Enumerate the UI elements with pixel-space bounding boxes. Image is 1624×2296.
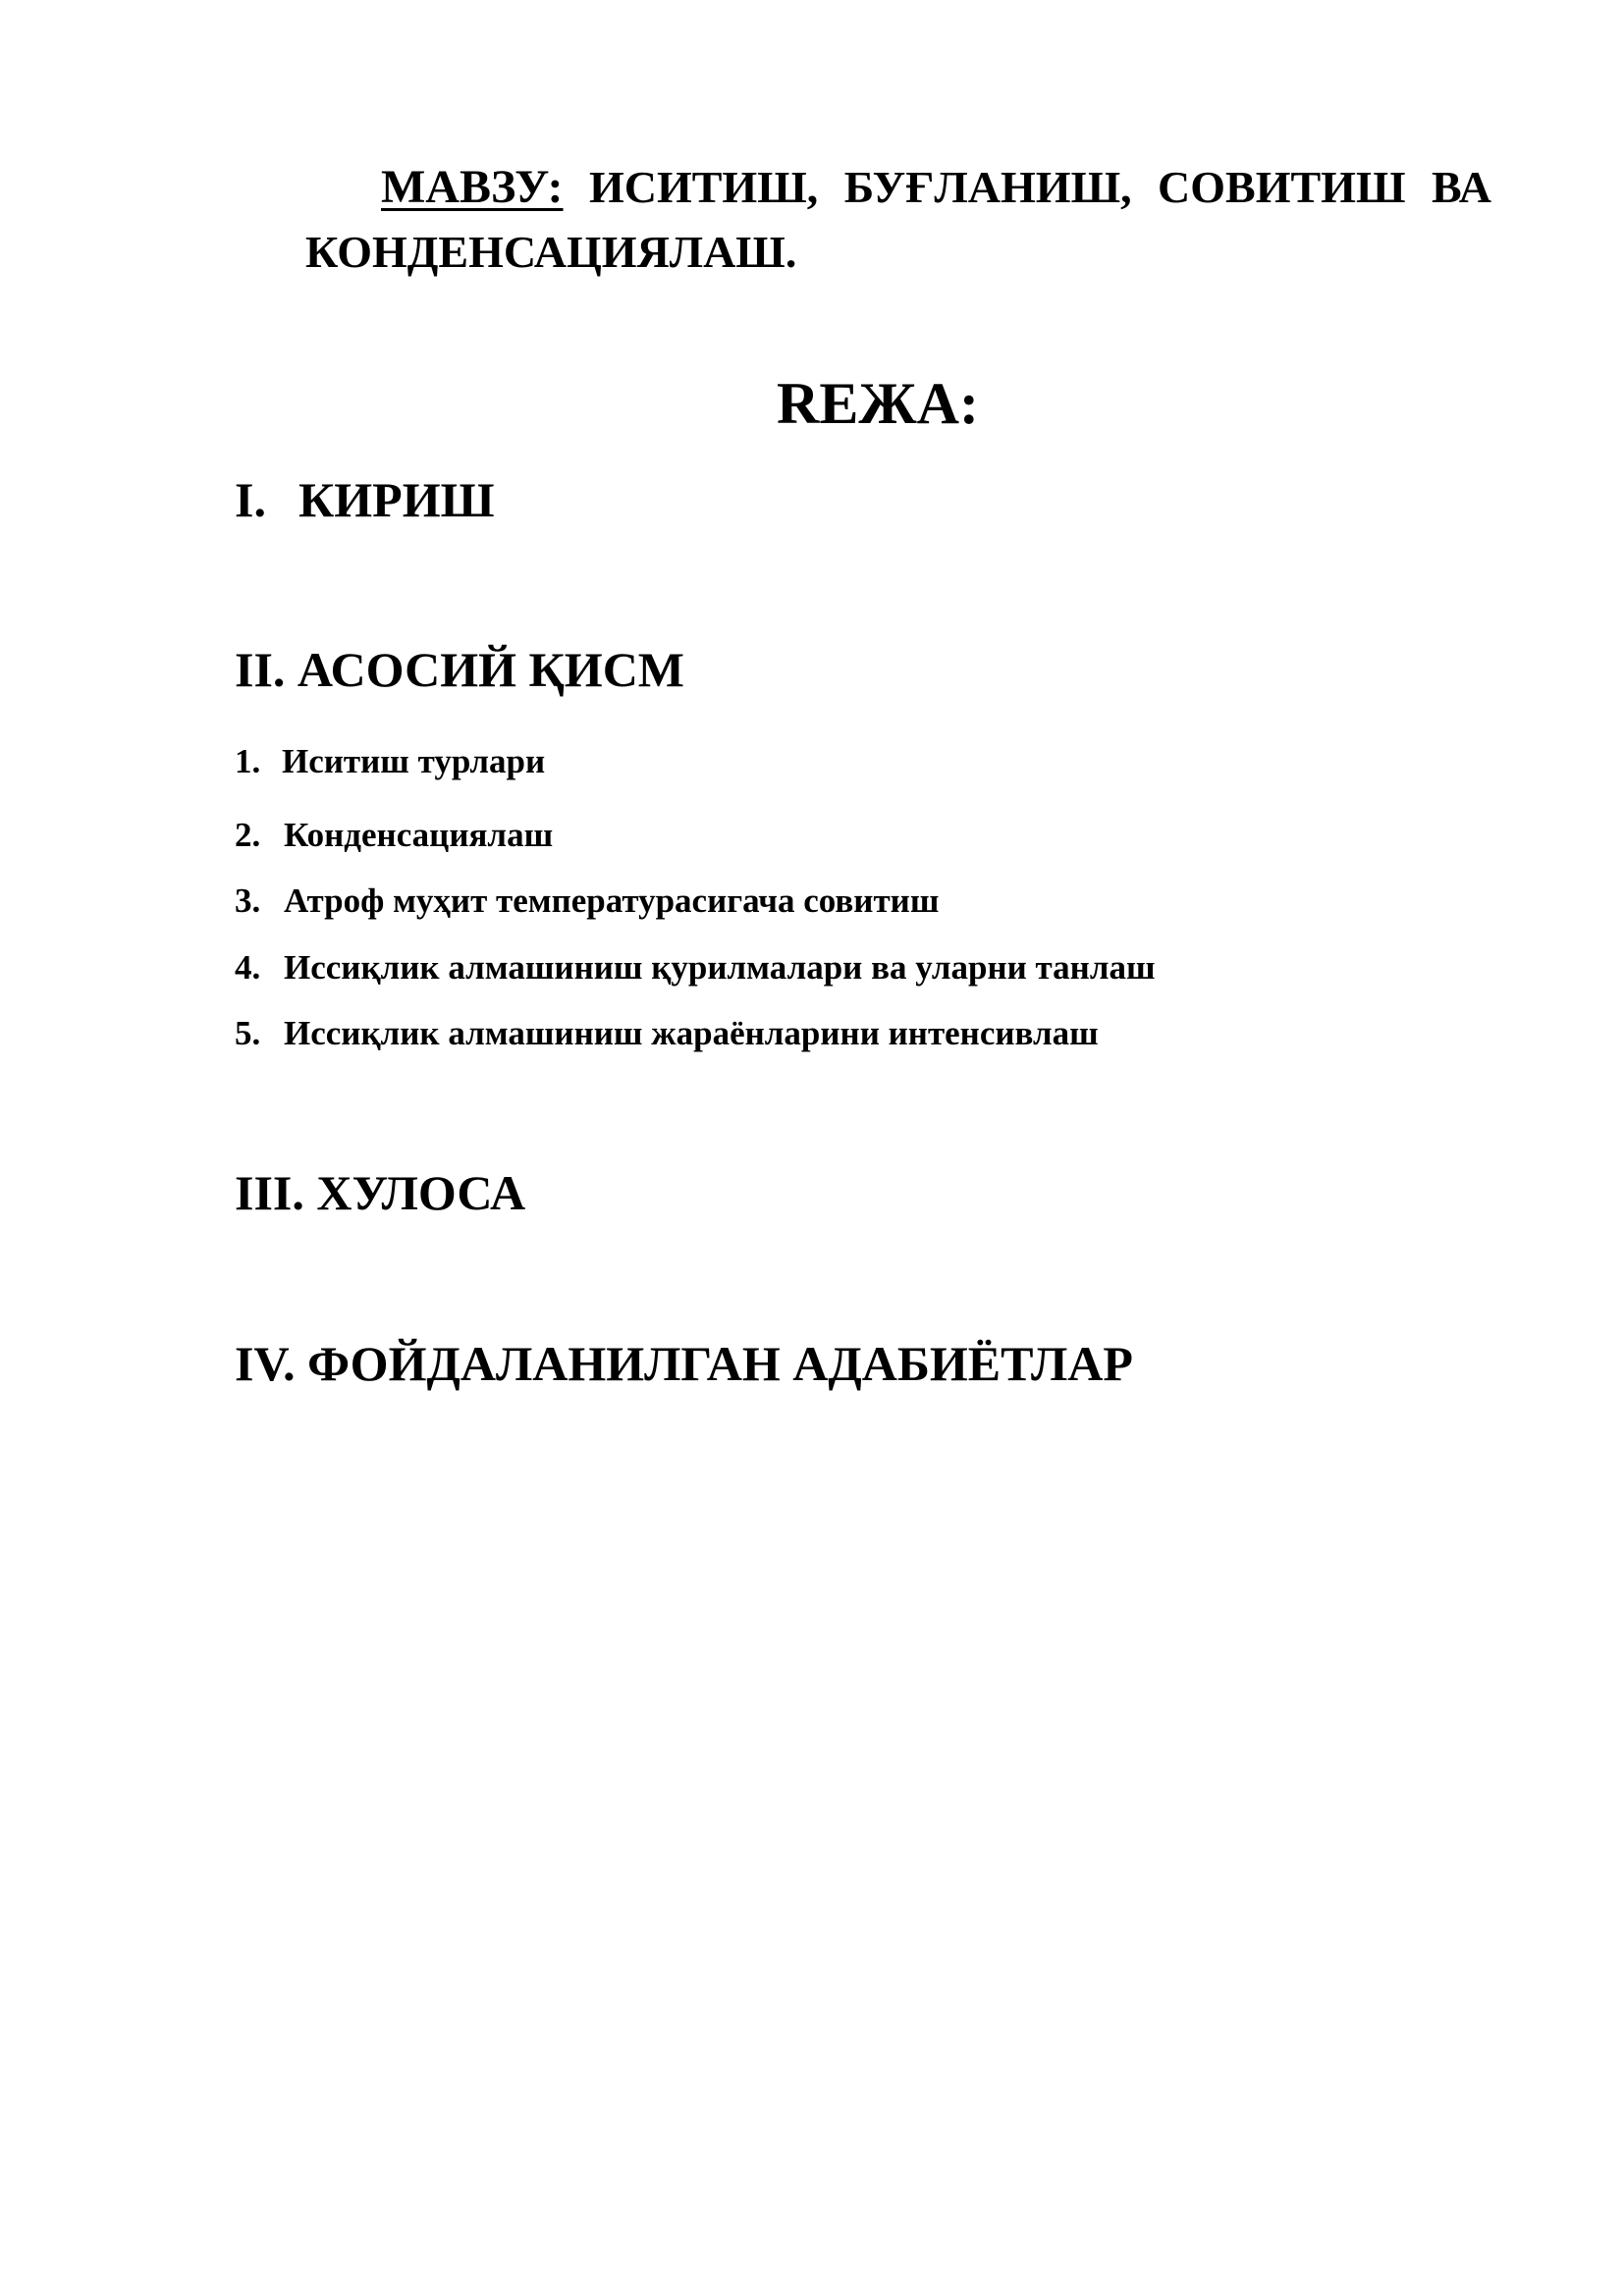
list-item-text: Иссиқлик алмашиниш қурилмалари ва уларни танлаш — [284, 948, 1156, 987]
list-item — [235, 880, 939, 923]
list-item-text: Иссиқлик алмашиниш жараёнларини интенсивлаш — [284, 1014, 1099, 1052]
topic-line-1 — [305, 155, 1491, 220]
list-item-number: 5. — [235, 1014, 261, 1052]
list-item — [235, 946, 1156, 989]
section-number: IV. — [235, 1336, 296, 1391]
topic-heading — [305, 155, 1491, 285]
topic-word: СОВИТИШ — [1158, 162, 1406, 212]
section-number: II. — [235, 642, 286, 697]
list-item-text: Конденсациялаш — [284, 816, 554, 854]
list-item-text: Иситиш турлари — [282, 742, 546, 780]
list-item — [235, 1012, 1099, 1055]
topic-word: ИСИТИШ, — [588, 162, 819, 212]
section-number: III. — [235, 1165, 304, 1220]
topic-label: МАВЗУ: — [381, 161, 564, 213]
list-item-number: 2. — [235, 816, 261, 854]
topic-line-2: КОНДЕНСАЦИЯЛАШ. — [305, 227, 797, 277]
list-item — [235, 740, 545, 783]
list-item-number: 3. — [235, 881, 261, 920]
section-references — [235, 1334, 1133, 1393]
list-item-text: Атроф муҳит температурасигача совитиш — [284, 881, 940, 920]
section-title: ХУЛОСА — [316, 1165, 526, 1220]
section-main — [235, 640, 684, 699]
section-number: I. — [235, 472, 266, 527]
list-item-number: 1. — [235, 742, 261, 780]
list-item — [235, 814, 553, 857]
list-item-number: 4. — [235, 948, 261, 987]
section-intro — [235, 470, 495, 529]
section-title: КИРИШ — [298, 472, 495, 527]
topic-word: ВА — [1431, 162, 1491, 212]
section-title: ФОЙДАЛАНИЛГАН АДАБИЁТЛАР — [307, 1336, 1133, 1391]
plan-title: REЖА: — [777, 371, 979, 436]
section-title: АСОСИЙ ҚИСМ — [297, 642, 684, 697]
section-conclusion — [235, 1163, 525, 1222]
topic-word: БУҒЛАНИШ, — [843, 162, 1132, 212]
